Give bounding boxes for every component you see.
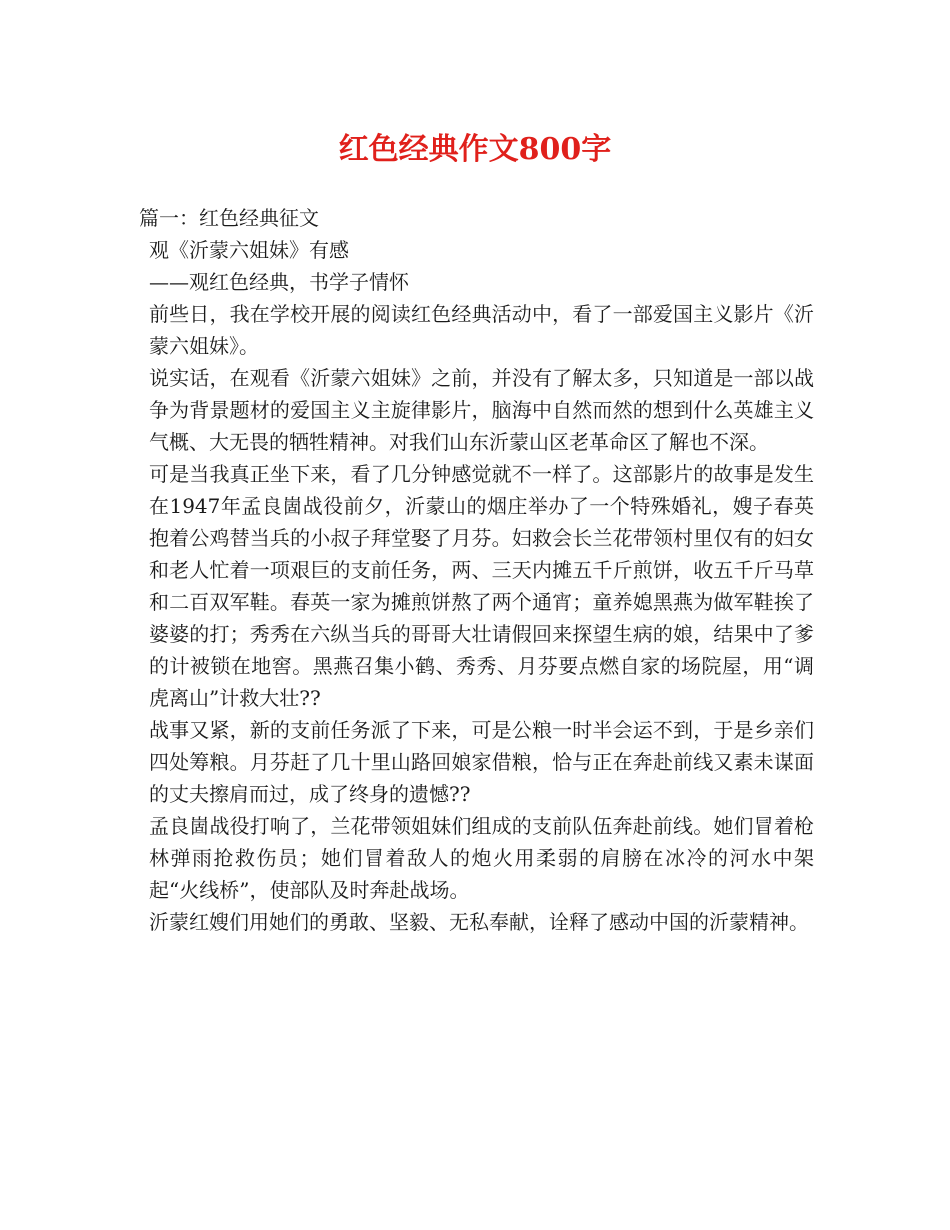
document-title: 红色经典作文800字 — [338, 132, 612, 167]
essay-title: 观《沂蒙六姐妹》有感 — [149, 238, 349, 262]
paragraph-2: 说实话，在观看《沂蒙六姐妹》之前，并没有了解太多，只知道是一部以战争为背景题材的爱国主义主旋律影片，脑海中自然而然的想到什么英雄主义气概、大无畏的牺牲精神。对我们山东沂蒙山区老革命区了解也不深。 — [149, 366, 814, 454]
paragraph-5: 孟良崮战役打响了，兰花带领姐妹们组成的支前队伍奔赴前线。她们冒着枪林弹雨抢救伤员；她们冒着敌人的炮火用柔弱的肩膀在冰冷的河水中架起“火线桥”，使部队及时奔赴战场。 — [149, 814, 814, 902]
essay-subtitle: ——观红色经典，书学子情怀 — [149, 270, 409, 294]
paragraph-1: 前些日，我在学校开展的阅读红色经典活动中，看了一部爱国主义影片《沂蒙六姐妹》。 — [149, 302, 814, 358]
paragraph-4: 战事又紧，新的支前任务派了下来，可是公粮一时半会运不到，于是乡亲们四处筹粮。月芬赶了几十里山路回娘家借粮，恰与正在奔赴前线又素未谋面的丈夫擦肩而过，成了终身的遗憾?? — [149, 718, 814, 806]
paragraph-6: 沂蒙红嫂们用她们的勇敢、坚毅、无私奉献，诠释了感动中国的沂蒙精神。 — [149, 910, 809, 934]
section-heading: 篇一：红色经典征文 — [139, 206, 319, 230]
paragraph-3: 可是当我真正坐下来，看了几分钟感觉就不一样了。这部影片的故事是发生在1947年孟良崮战役前夕，沂蒙山的烟庄举办了一个特殊婚礼，嫂子春英抱着公鸡替当兵的小叔子拜堂娶了月芬。妇救会长兰花带领村里仅有的妇女和老人忙着一项艰巨的支前任务，两、三天内摊五千斤煎饼，收五千斤马草和二百双军鞋。春英一家为摊煎饼熬了两个通宵；童养媳黑燕为做军鞋挨了婆婆的打；秀秀在六纵当兵的哥哥大壮请假回来探望生病的娘，结果中了爹的计被锁在地窖。黑燕召集小鹤、秀秀、月芬要点燃自家的场院屋，用“调虎离山”计救大壮?? — [149, 462, 814, 710]
document-body — [139, 202, 814, 938]
